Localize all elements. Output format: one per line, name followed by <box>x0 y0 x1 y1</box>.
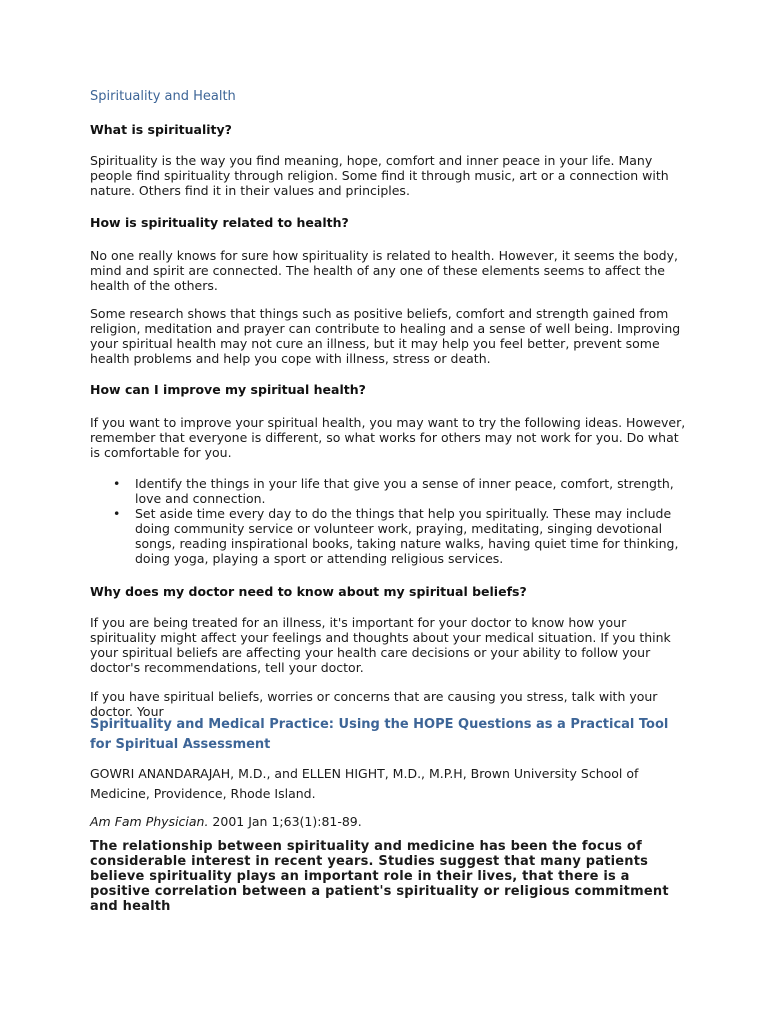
list-item: • Identify the things in your life that give you a sense of inner peace, comfort, strength, love and connection. <box>135 476 682 506</box>
journal-name: Am Fam Physician. <box>90 814 209 829</box>
heading-improve-spiritual-health: How can I improve my spiritual health? <box>90 382 366 397</box>
heading-doctor-spiritual-beliefs: Why does my doctor need to know about my spiritual beliefs? <box>90 584 527 599</box>
heading-spirituality-health: How is spirituality related to health? <box>90 215 349 230</box>
paragraph-research: Some research shows that things such as positive beliefs, comfort and strength gained from religion, meditation and prayer can contribute to healing and a sense of well being. Improving your spiritual health may not cure an illness, but it may help you feel better, prevent some health problems and help you cope with illness, stress or death. <box>90 306 681 366</box>
paragraph-doctor-know: If you are being treated for an illness, it's important for your doctor to know how your spirituality might affect your feelings and thoughts about your medical situation. If you think your spiritual beliefs are affecting your health care decisions or your ability to follow your doctor's recommendations, tell your doctor. <box>90 615 671 675</box>
ideas-list <box>90 476 682 566</box>
paragraph-improve-ideas: If you want to improve your spiritual health, you may want to try the following ideas. However, remember that everyone is different, so what works for others may not work for you. Do what is comfortable for you. <box>90 415 686 460</box>
article-abstract: The relationship between spirituality and medicine has been the focus of considerable interest in recent years. Studies suggest that many patients believe spirituality plays an important role in their lives, that there is a positive correlation between a patient's spirituality or religious commitment and health <box>90 839 669 914</box>
article-authors: GOWRI ANANDARAJAH, M.D., and ELLEN HIGHT, M.D., M.P.H, Brown University School of Medicine, Providence, Rhode Island. <box>90 766 639 801</box>
citation-details: 2001 Jan 1;63(1):81-89. <box>208 814 362 829</box>
paragraph-body-mind-spirit: No one really knows for sure how spirituality is related to health. However, it seems the body, mind and spirit are connected. The health of any one of these elements seems to affect the health of the others. <box>90 248 678 293</box>
article-title: Spirituality and Medical Practice: Using the HOPE Questions as a Practical Tool for Spiritual Assessment <box>90 717 669 752</box>
list-item: • Set aside time every day to do the things that help you spiritually. These may include doing community service or volunteer work, praying, meditating, singing devotional songs, reading inspirational books, taking nature walks, having quiet time for thinking, doing yoga, playing a sport or attending religious services. <box>135 506 682 566</box>
document-title: Spirituality and Health <box>90 89 236 104</box>
article-citation <box>90 814 690 829</box>
paragraph-spirituality-definition: Spirituality is the way you find meaning, hope, comfort and inner peace in your life. Many people find spirituality through religion. Some find it through music, art or a connection with nature. Others find it in their values and principles. <box>90 153 669 198</box>
heading-what-is-spirituality: What is spirituality? <box>90 122 232 137</box>
paragraph-talk-with-doctor: If you have spiritual beliefs, worries or concerns that are causing you stress, talk with your doctor. Your <box>90 689 658 719</box>
